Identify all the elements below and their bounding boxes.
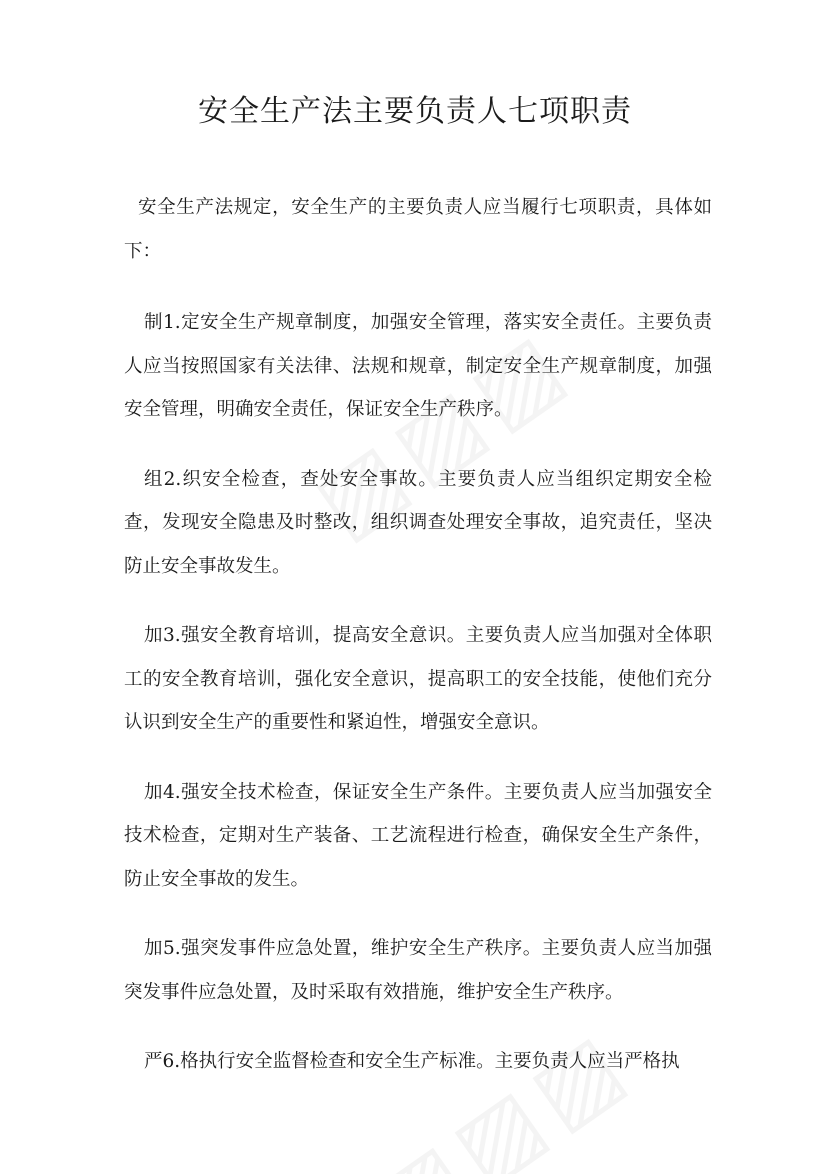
intro-paragraph: 安全生产法规定，安全生产的主要负责人应当履行七项职责，具体如下： bbox=[124, 197, 712, 262]
document-body bbox=[124, 186, 712, 1110]
duty-item-2: 组2.织安全检查，查处安全事故。主要负责人应当组织定期安全检查，发现安全隐患及时整改，组织调查处理安全事故，追究责任，坚决防止安全事故发生。 bbox=[124, 468, 712, 577]
duty-item-1: 制1.定安全生产规章制度，加强安全管理，落实安全责任。主要负责人应当按照国家有关法律、法规和规章，制定安全生产规章制度，加强安全管理，明确安全责任，保证安全生产秩序。 bbox=[124, 312, 712, 420]
duty-item-6: 严6.格执行安全监督检查和安全生产标准。主要负责人应当严格执 bbox=[144, 1051, 680, 1072]
duty-item-5: 加5.强突发事件应急处置，维护安全生产秩序。主要负责人应当加强突发事件应急处置，及时采取有效措施，维护安全生产秩序。 bbox=[124, 938, 712, 1003]
duty-item-4: 加4.强安全技术检查，保证安全生产条件。主要负责人应当加强安全技术检查，定期对生产装备、工艺流程进行检查，确保安全生产条件，防止安全事故的发生。 bbox=[124, 781, 712, 890]
document-title: 安全生产法主要负责人七项职责 bbox=[198, 94, 632, 129]
duty-item-3: 加3.强安全教育培训，提高安全意识。主要负责人应当加强对全体职工的安全教育培训，强化安全意识，提高职工的安全技能，使他们充分认识到安全生产的重要性和紧迫性，增强安全意识。 bbox=[124, 625, 712, 733]
